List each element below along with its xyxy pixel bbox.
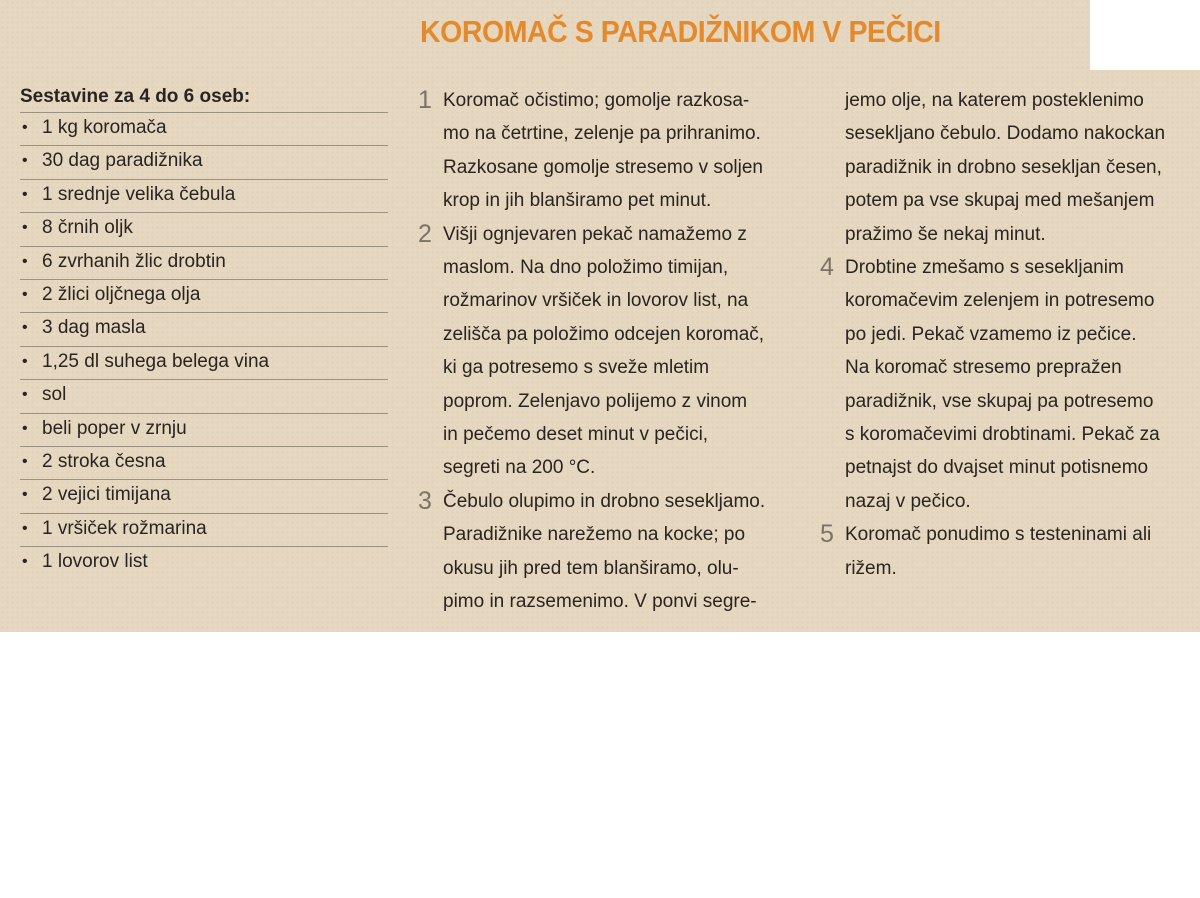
step-3-continued: jemo olje, na katerem posteklenimo sesekljano čebulo. Dodamo nakockan paradižnik in drobno sesekljan česen, potem pa vse skupaj med mešanjem pražimo še nekaj minut. (845, 90, 1166, 245)
bullet-icon: • (22, 352, 28, 370)
bullet-icon: • (22, 185, 28, 203)
step-number: 2 (418, 219, 432, 248)
bullet-icon: • (22, 285, 28, 303)
bullet-icon: • (22, 219, 28, 237)
step-3 (418, 485, 798, 619)
ingredient-item: • 1 lovorov list (20, 546, 388, 579)
step-text: Koromač očistimo; gomolje razkosa- mo na četrtine, zelenje pa prihranimo. Razkosane gomolje stresemo v soljen krop in jih blanširamo pet minut. (443, 90, 763, 212)
bullet-icon: • (22, 119, 28, 136)
recipe-title: KOROMAČ S PARADIŽNIKOM V PEČICI (420, 14, 941, 49)
ingredients-section (20, 84, 388, 579)
ingredient-item: • beli poper v zrnju (20, 413, 388, 446)
step-text: Višji ognjevaren pekač namažemo z maslom. Na dno položimo timijan, rožmarinov vršiček in lovorov list, na zelišča pa položimo odcejen koromač, ki ga potresemo s sveže mletim poprom. Zelenjavo polijemo z vinom in pečemo deset minut v pečici, segreti na 200 °C. (443, 223, 765, 479)
step-2 (418, 218, 798, 485)
step-number: 3 (418, 486, 432, 515)
instructions-column-1 (418, 84, 798, 619)
step-text: Čebulo olupimo in drobno sesekljamo. Paradižnike narežemo na kocke; po okusu jih pred tem blanširamo, olu- pimo in razsemenimo. V ponvi segre- (443, 490, 766, 613)
instructions-column-2 (820, 84, 1190, 585)
step-number: 4 (820, 253, 834, 282)
ingredient-item: • 1 kg koromača (20, 112, 388, 145)
ingredient-item: • 2 stroka česna (20, 446, 388, 479)
ingredient-item: • 1 vršiček rožmarina (20, 513, 388, 546)
step-text: Drobtine zmešamo s sesekljanim koromačevim zelenjem in potresemo po jedi. Pekač vzamemo iz pečice. Na koromač stresemo prepražen paradižnik, vse skupaj pa potresemo s koromačevimi drobtinami. Pekač za petnajst do dvajset minut potisnemo nazaj v pečico. (845, 257, 1160, 512)
ingredient-item: • 2 vejici timijana (20, 479, 388, 512)
ingredients-heading: Sestavine za 4 do 6 oseb: (20, 86, 251, 107)
bullet-icon: • (22, 152, 28, 170)
ingredient-item: • 2 žlici oljčnega olja (20, 279, 388, 312)
bullet-icon: • (22, 519, 28, 537)
ingredients-list (20, 112, 388, 579)
ingredient-item: • 1 srednje velika čebula (20, 179, 388, 212)
step-4 (820, 251, 1190, 518)
ingredient-item: • 6 zvrhanih žlic drobtin (20, 246, 388, 279)
ingredient-item: • 1,25 dl suhega belega vina (20, 346, 388, 379)
bullet-icon: • (22, 553, 28, 571)
bullet-icon: • (22, 319, 28, 337)
bullet-icon: • (22, 386, 28, 404)
ingredient-item: • 8 črnih oljk (20, 212, 388, 245)
bullet-icon: • (22, 252, 28, 270)
ingredient-item: • 30 dag paradižnika (20, 145, 388, 178)
scan-white-corner (1090, 0, 1200, 70)
step-text: Koromač ponudimo s testeninami ali rižem. (845, 524, 1152, 579)
step-number: 5 (820, 520, 834, 549)
ingredient-item: • 3 dag masla (20, 312, 388, 345)
step-1 (418, 84, 798, 218)
ingredient-item: • sol (20, 379, 388, 412)
step-5 (820, 518, 1190, 585)
bullet-icon: • (22, 486, 28, 504)
bullet-icon: • (22, 452, 28, 470)
step-number: 1 (418, 86, 432, 114)
bullet-icon: • (22, 419, 28, 437)
